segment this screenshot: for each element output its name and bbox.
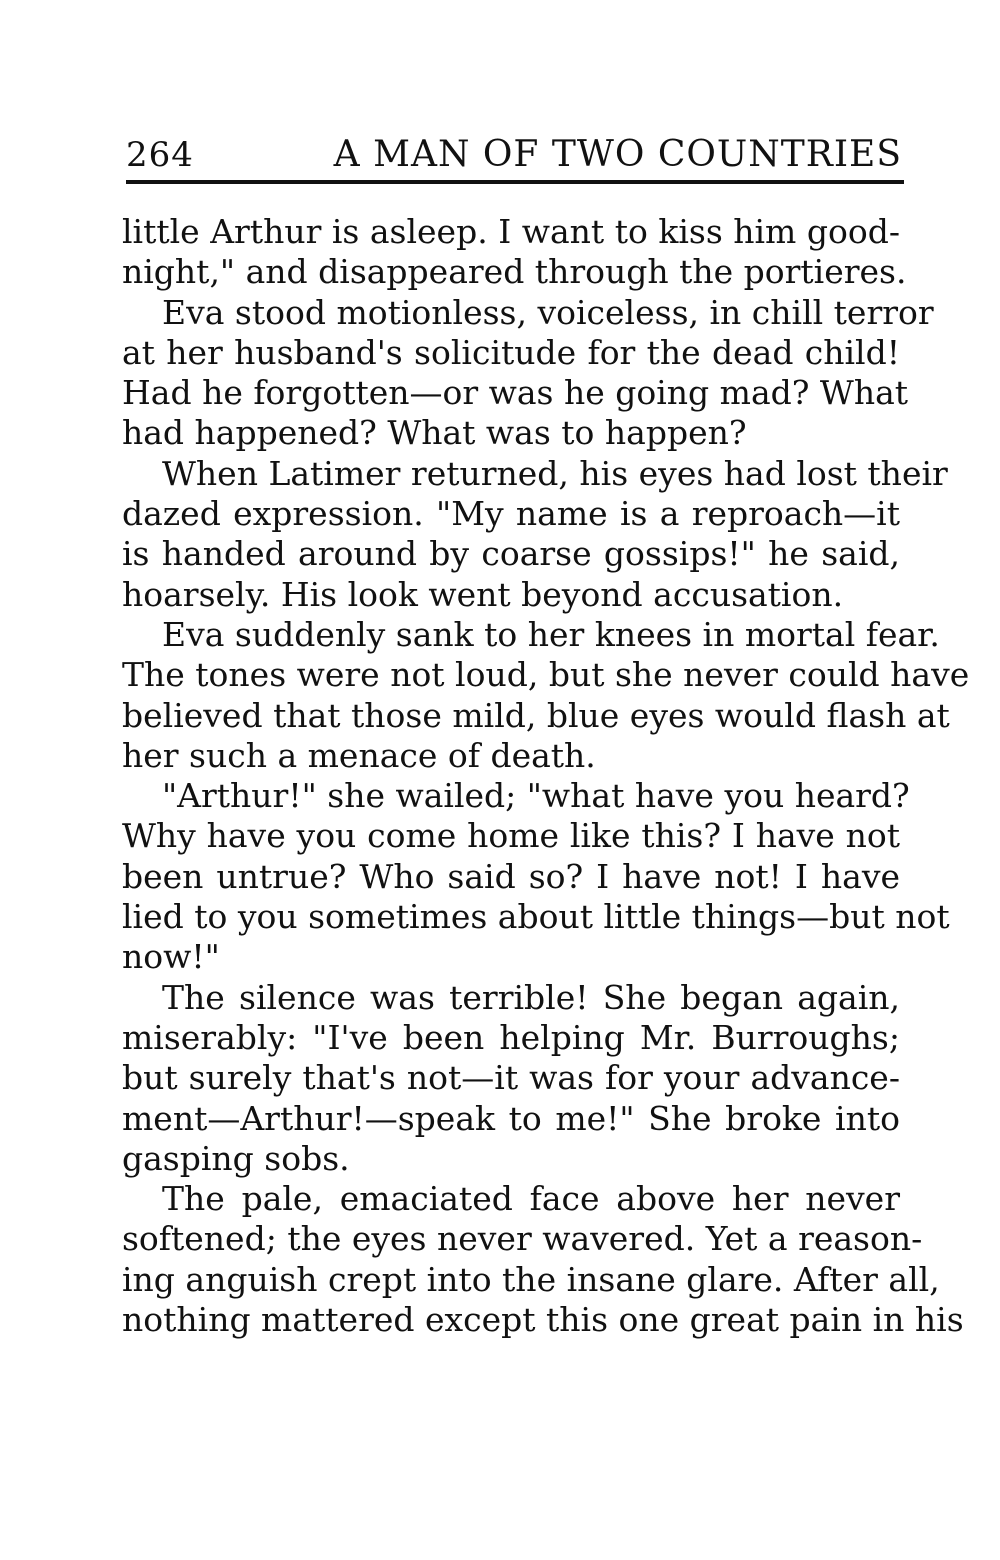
text-line: Why have you come home like this? I have not	[122, 816, 900, 856]
text-line: softened; the eyes never wavered. Yet a reason-	[122, 1219, 923, 1259]
text-line: ing anguish crept into the insane glare. After all,	[122, 1259, 940, 1299]
header-rule	[126, 180, 904, 184]
text-line: hoarsely. His look went beyond accusation.	[122, 574, 844, 614]
body-text	[122, 212, 970, 1340]
text-line: but surely that's not—it was for your advance-	[122, 1058, 900, 1098]
text-line: ment—Arthur!—speak to me!" She broke into	[122, 1098, 900, 1138]
text-line: The tones were not loud, but she never could have	[122, 655, 970, 695]
text-line: miserably: "I've been helping Mr. Burroughs;	[122, 1017, 900, 1057]
text-line: night," and disappeared through the portieres.	[122, 252, 907, 292]
text-line: The silence was terrible! She began again,	[162, 977, 900, 1017]
text-line: Eva stood motionless, voiceless, in chill terror	[162, 292, 934, 332]
text-line: Eva suddenly sank to her knees in mortal fear.	[162, 614, 940, 654]
text-line: believed that those mild, blue eyes would flash at	[122, 695, 950, 735]
text-line: Had he forgotten—or was he going mad? What	[122, 373, 909, 413]
running-title: A MAN OF TWO COUNTRIES	[333, 134, 902, 175]
text-line: now!"	[122, 937, 220, 977]
page-header	[122, 132, 902, 178]
text-line: had happened? What was to happen?	[122, 413, 747, 453]
text-line: her such a menace of death.	[122, 735, 596, 775]
text-line: at her husband's solicitude for the dead child!	[122, 332, 900, 372]
text-line: gasping sobs.	[122, 1138, 350, 1178]
text-line: "Arthur!" she wailed; "what have you heard?	[162, 776, 910, 816]
text-line: been untrue? Who said so? I have not! I have	[122, 856, 900, 896]
text-line: dazed expression. "My name is a reproach—it	[122, 494, 900, 534]
text-line: is handed around by coarse gossips!" he said,	[122, 534, 900, 574]
text-line: little Arthur is asleep. I want to kiss him good-	[122, 212, 900, 251]
text-line: When Latimer returned, his eyes had lost their	[162, 453, 948, 493]
text-line: The pale, emaciated face above her never	[162, 1179, 900, 1219]
text-line: nothing mattered except this one great pain in his	[122, 1300, 964, 1340]
text-line: lied to you sometimes about little things—but not	[122, 897, 950, 937]
page-number: 264	[126, 135, 194, 175]
